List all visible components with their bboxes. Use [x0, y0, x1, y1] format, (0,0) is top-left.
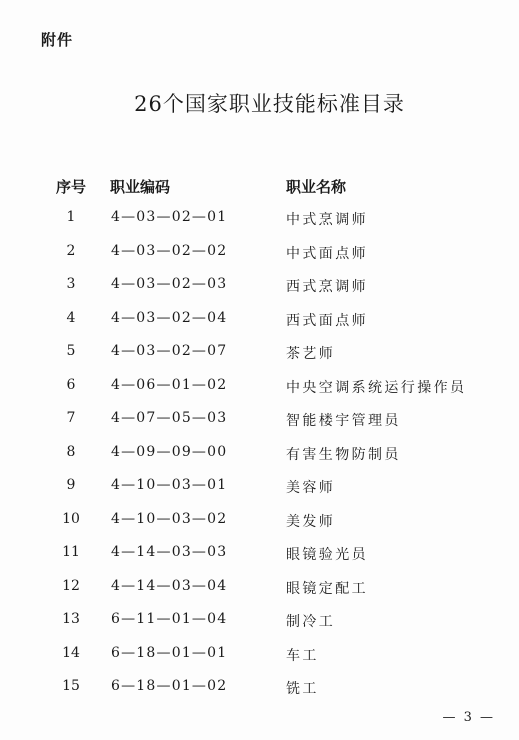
table-row	[0, 641, 519, 675]
row-code: 4—03—02—04	[111, 309, 228, 326]
row-seq: 13	[62, 611, 80, 627]
page-number: — 3 —	[442, 710, 495, 725]
attachment-label: 附件	[41, 31, 74, 49]
row-code: 4—10—03—01	[111, 477, 228, 493]
row-seq: 2	[66, 242, 76, 259]
table-row	[0, 373, 519, 407]
row-code: 4—10—03—02	[111, 510, 228, 527]
row-name: 眼镜定配工	[286, 580, 368, 597]
table-row	[0, 473, 519, 507]
header-name: 职业名称	[286, 178, 347, 196]
table-header	[0, 176, 519, 200]
table-row	[0, 272, 519, 306]
row-code: 4—03—02—03	[111, 276, 228, 292]
row-code: 4—07—05—03	[111, 410, 228, 426]
row-name: 中央空调系统运行操作员	[286, 379, 467, 396]
row-name: 车工	[286, 647, 319, 664]
table-row	[0, 205, 519, 239]
row-code: 6—18—01—02	[111, 678, 228, 694]
row-name: 有害生物防制员	[286, 446, 401, 463]
document-title: 26个国家职业技能标准目录	[134, 92, 405, 116]
row-name: 眼镜验光员	[286, 547, 368, 563]
row-code: 4—03—02—02	[111, 242, 228, 259]
row-code: 4—03—02—01	[111, 209, 228, 225]
table-row	[0, 674, 519, 708]
row-seq: 7	[66, 410, 76, 426]
row-seq: 14	[62, 644, 80, 661]
row-seq: 3	[66, 276, 76, 292]
row-name: 西式面点师	[286, 312, 368, 329]
table-row	[0, 239, 519, 273]
row-seq: 8	[66, 443, 76, 460]
row-name: 美容师	[286, 480, 336, 496]
table-row	[0, 507, 519, 541]
table-row	[0, 406, 519, 440]
row-code: 4—03—02—07	[111, 343, 228, 359]
row-name: 智能楼宇管理员	[286, 413, 401, 429]
table-row	[0, 607, 519, 641]
row-code: 4—09—09—00	[111, 443, 228, 460]
table-row	[0, 339, 519, 373]
row-name: 中式烹调师	[286, 212, 368, 228]
row-seq: 1	[66, 209, 76, 225]
row-name: 铣工	[286, 681, 319, 697]
row-seq: 12	[62, 577, 80, 594]
row-seq: 15	[62, 678, 80, 694]
table-row	[0, 574, 519, 608]
row-seq: 11	[62, 544, 80, 560]
row-name: 茶艺师	[286, 346, 336, 362]
row-seq: 9	[66, 477, 76, 493]
row-code: 4—14—03—03	[111, 544, 228, 560]
row-seq: 5	[66, 343, 76, 359]
row-seq: 4	[66, 309, 76, 326]
row-name: 美发师	[286, 513, 336, 530]
table-row	[0, 440, 519, 474]
header-code: 职业编码	[110, 178, 171, 196]
row-code: 6—18—01—01	[111, 644, 228, 661]
row-name: 西式烹调师	[286, 279, 368, 295]
occupation-table	[0, 205, 519, 708]
row-name: 中式面点师	[286, 245, 368, 262]
table-row	[0, 540, 519, 574]
table-row	[0, 306, 519, 340]
row-seq: 6	[66, 376, 76, 393]
row-seq: 10	[62, 510, 80, 527]
row-code: 4—06—01—02	[111, 376, 228, 393]
row-code: 6—11—01—04	[111, 611, 228, 627]
row-code: 4—14—03—04	[111, 577, 228, 594]
header-seq: 序号	[56, 178, 87, 196]
row-name: 制冷工	[286, 614, 336, 630]
